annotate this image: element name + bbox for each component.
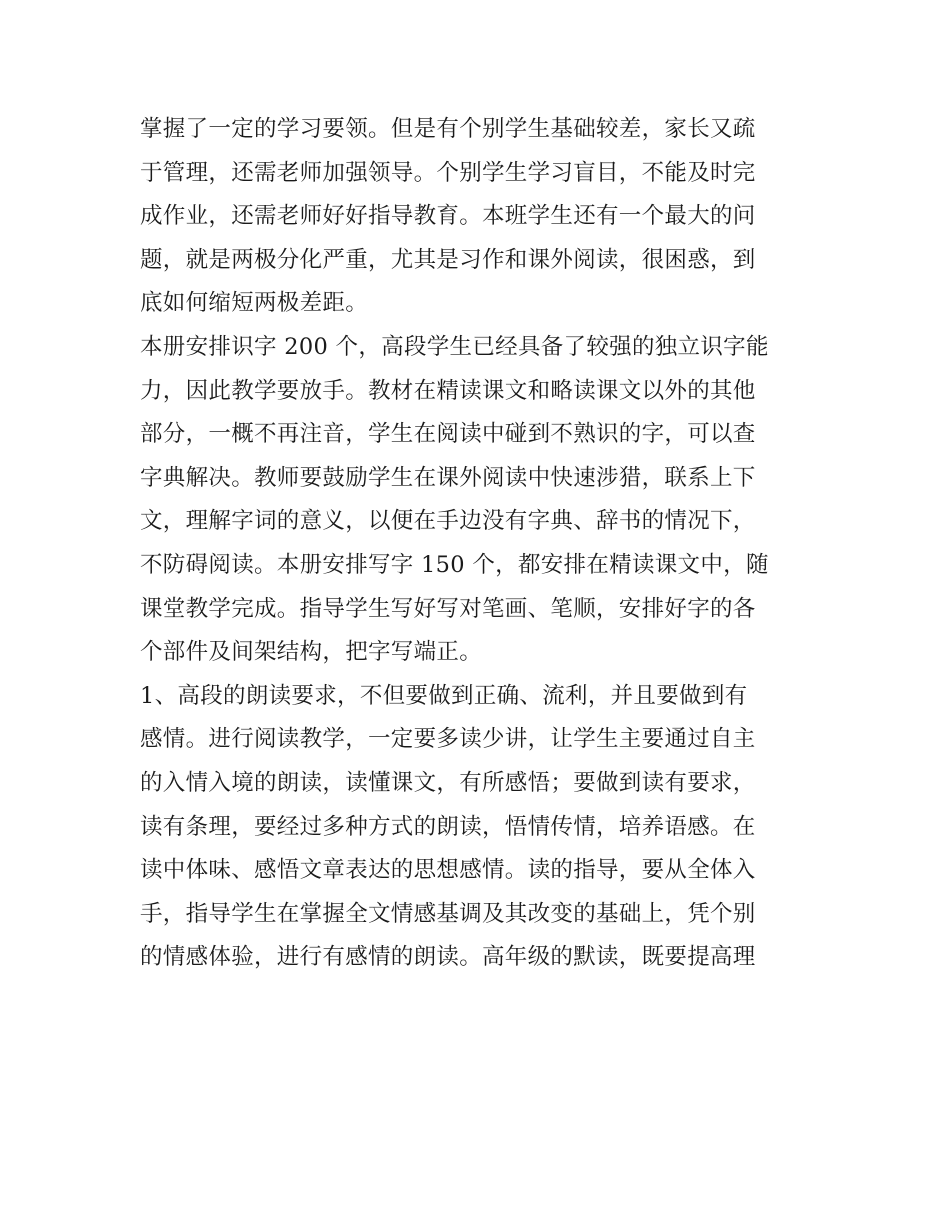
paragraph-3-line-6: 手，指导学生在掌握全文情感基调及其改变的基础上，凭个别 <box>140 900 756 927</box>
paragraph-2-line-1: 本册安排识字 200 个，高段学生已经具备了较强的独立识字能 <box>140 333 769 360</box>
document-body <box>140 108 820 980</box>
paragraph-2-line-8: 个部件及间架结构，把字写端正。 <box>140 639 483 666</box>
paragraph-1-line-4: 题，就是两极分化严重，尤其是习作和课外阅读，很困惑，到 <box>140 246 756 273</box>
paragraph-3-line-1: 1、高段的朗读要求，不但要做到正确、流利，并且要做到有 <box>140 682 748 709</box>
paragraph-2-line-3: 部分，一概不再注音，学生在阅读中碰到不熟识的字，可以查 <box>140 421 756 448</box>
paragraph-1-line-5: 底如何缩短两极差距。 <box>140 290 369 317</box>
paragraph-3-line-3: 的入情入境的朗读，读懂课文，有所感悟；要做到读有要求， <box>140 769 756 796</box>
paragraph-2-line-7: 课堂教学完成。指导学生写好写对笔画、笔顺，安排好字的各 <box>140 595 756 622</box>
paragraph-1-line-1: 掌握了一定的学习要领。但是有个别学生基础较差，家长又疏 <box>140 116 756 142</box>
paragraph-2-line-2: 力，因此教学要放手。教材在精读课文和略读课文以外的其他 <box>140 377 756 404</box>
paragraph-3-line-7: 的情感体验，进行有感情的朗读。高年级的默读，既要提高理 <box>140 944 756 971</box>
paragraph-1-line-2: 于管理，还需老师加强领导。个别学生学习盲目，不能及时完 <box>140 159 756 186</box>
paragraph-2-line-6: 不防碍阅读。本册安排写字 150 个，都安排在精读课文中，随 <box>140 551 769 578</box>
paragraph-2-line-4: 字典解决。教师要鼓励学生在课外阅读中快速涉猎，联系上下 <box>140 464 756 491</box>
paragraph-3-line-2: 感情。进行阅读教学，一定要多读少讲，让学生主要通过自主 <box>140 726 756 753</box>
paragraph-2-line-5: 文，理解字词的意义，以便在手边没有字典、辞书的情况下， <box>140 508 756 535</box>
paragraph-3-line-4: 读有条理，要经过多种方式的朗读，悟情传情，培养语感。在 <box>140 813 756 840</box>
paragraph-3-line-5: 读中体味、感悟文章表达的思想感情。读的指导，要从全体入 <box>140 857 756 884</box>
paragraph-1-line-3: 成作业，还需老师好好指导教育。本班学生还有一个最大的问 <box>140 203 756 230</box>
